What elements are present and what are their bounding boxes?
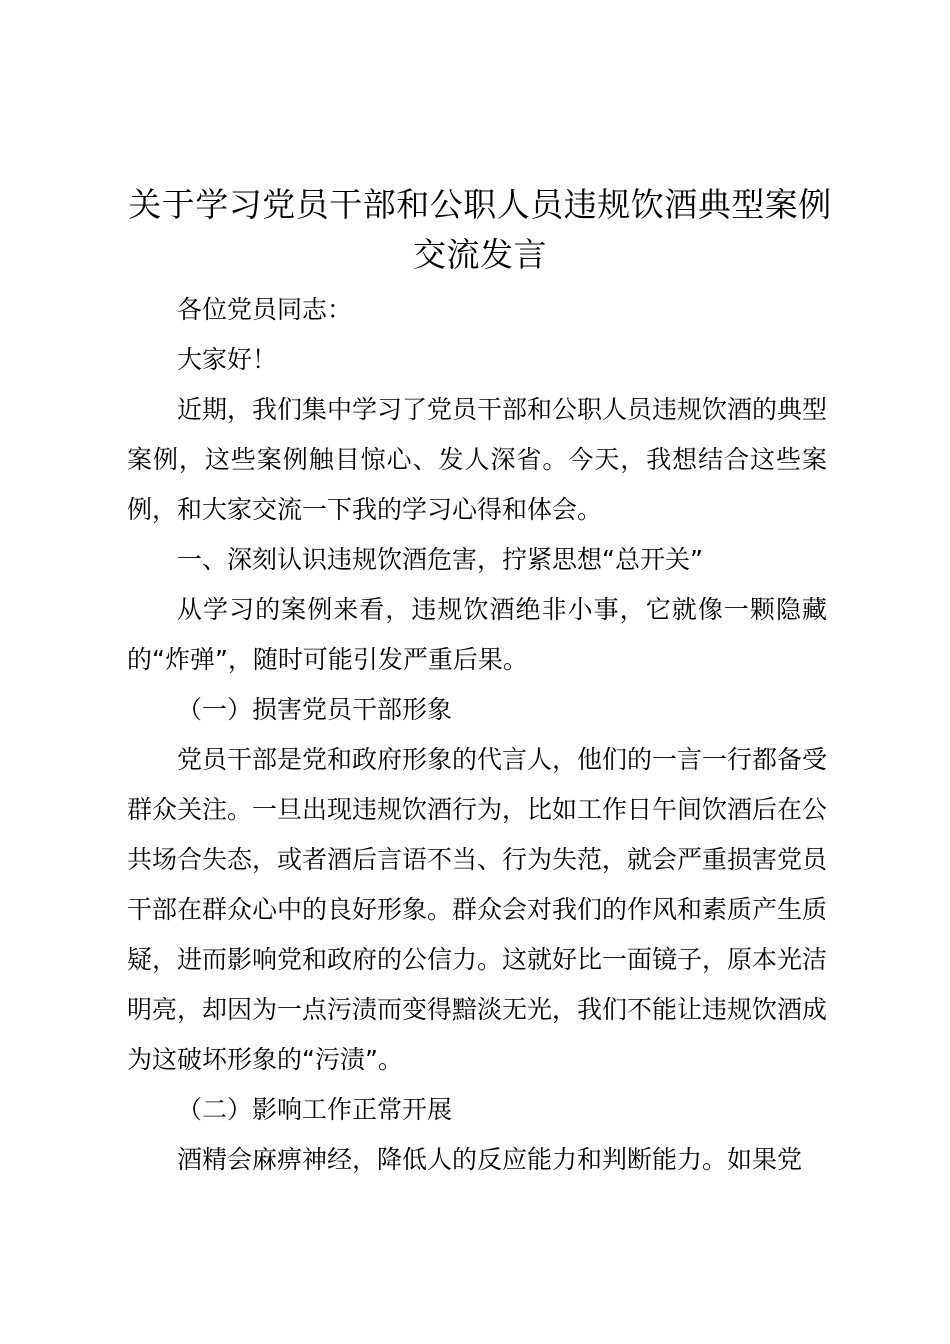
section-heading-1: 一、深刻认识违规饮酒危害，拧紧思想“总开关” xyxy=(177,545,703,574)
greeting: 大家好！ xyxy=(177,345,278,374)
salutation: 各位党员同志： xyxy=(177,295,353,324)
subsection-heading-1: （一）损害党员干部形象 xyxy=(177,695,453,724)
subsection-1-paragraph: 党员干部是党和政府形象的代言人，他们的一言一行都备受群众关注。一旦出现违规饮酒行为，比如工作日午间饮酒后在公共场合失态，或者酒后言语不当、行为失范，就会严重损害党员干部在群众心中的良好形象。群众会对我们的作风和素质产生质疑，进而影响党和政府的公信力。这就好比一面镜子，原本光洁明亮，却因为一点污渍而变得黯淡无光，我们不能让违规饮酒成为这破坏形象的“污渍”。 xyxy=(127,745,828,1074)
document-title: 关于学习党员干部和公职人员违规饮酒典型案例交流发言 xyxy=(128,185,832,274)
intro-paragraph: 近期，我们集中学习了党员干部和公职人员违规饮酒的典型案例，这些案例触目惊心、发人深省。今天，我想结合这些案例，和大家交流一下我的学习心得和体会。 xyxy=(127,395,828,524)
subsection-heading-2: （二）影响工作正常开展 xyxy=(177,1095,453,1124)
subsection-2-paragraph: 酒精会麻痹神经，降低人的反应能力和判断能力。如果党 xyxy=(177,1145,803,1174)
document-body xyxy=(127,285,827,1185)
section-1-paragraph: 从学习的案例来看，违规饮酒绝非小事，它就像一颗隐藏的“炸弹”，随时可能引发严重后果。 xyxy=(127,595,827,674)
